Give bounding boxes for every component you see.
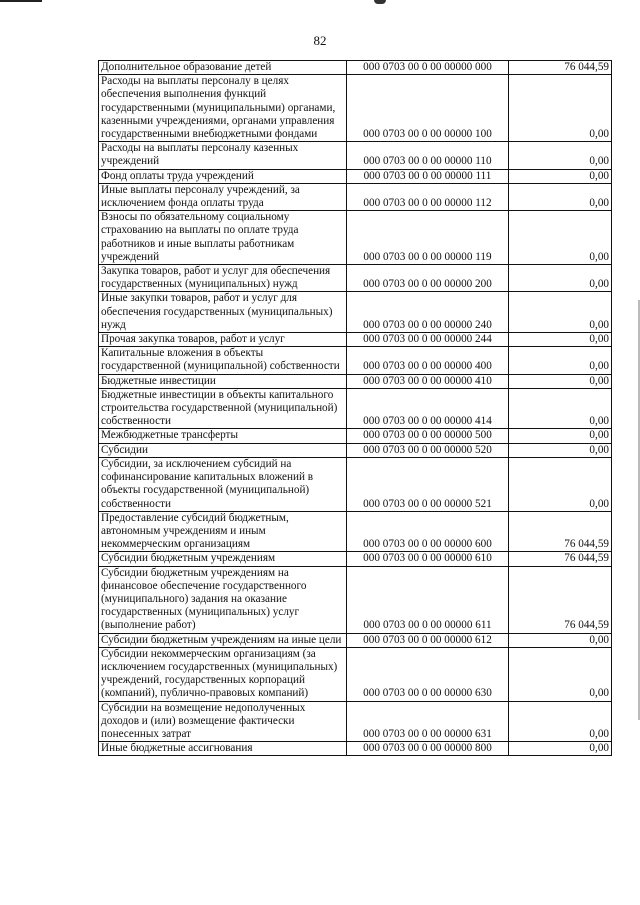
row-sum-cell: 0,00 xyxy=(509,633,612,647)
row-sum-cell: 0,00 xyxy=(509,742,612,756)
table-row xyxy=(99,347,612,374)
row-code-cell: 000 0703 00 0 00 00000 521 xyxy=(347,457,509,511)
row-name-cell: Бюджетные инвестиции xyxy=(99,374,347,388)
row-code-cell: 000 0703 00 0 00 00000 414 xyxy=(347,388,509,429)
row-code-cell: 000 0703 00 0 00 00000 410 xyxy=(347,374,509,388)
table-row xyxy=(99,292,612,333)
row-sum-cell: 0,00 xyxy=(509,183,612,210)
row-name-cell: Субсидии, за исключением субсидий на софинансирование капитальных вложений в объекты государственной (муниципальной) собственности xyxy=(99,457,347,511)
row-sum-cell: 0,00 xyxy=(509,75,612,142)
row-sum-cell: 76 044,59 xyxy=(509,511,612,552)
row-code-cell: 000 0703 00 0 00 00000 110 xyxy=(347,142,509,169)
budget-table xyxy=(98,60,612,756)
row-sum-cell: 0,00 xyxy=(509,333,612,347)
row-name-cell: Закупка товаров, работ и услуг для обеспечения государственных (муниципальных) нужд xyxy=(99,265,347,292)
row-name-cell: Иные выплаты персоналу учреждений, за исключением фонда оплаты труда xyxy=(99,183,347,210)
row-name-cell: Взносы по обязательному социальному страхованию на выплаты по оплате труда работников и иные выплаты работникам учреждений xyxy=(99,211,347,265)
row-code-cell: 000 0703 00 0 00 00000 800 xyxy=(347,742,509,756)
budget-table-body xyxy=(99,61,612,756)
row-sum-cell: 0,00 xyxy=(509,292,612,333)
table-row xyxy=(99,511,612,552)
row-code-cell: 000 0703 00 0 00 00000 612 xyxy=(347,633,509,647)
table-row xyxy=(99,183,612,210)
row-sum-cell: 76 044,59 xyxy=(509,61,612,75)
table-row xyxy=(99,552,612,566)
row-code-cell: 000 0703 00 0 00 00000 111 xyxy=(347,169,509,183)
table-row xyxy=(99,633,612,647)
row-name-cell: Бюджетные инвестиции в объекты капитального строительства государственной (муниципальной) собственности xyxy=(99,388,347,429)
row-code-cell: 000 0703 00 0 00 00000 200 xyxy=(347,265,509,292)
row-code-cell: 000 0703 00 0 00 00000 240 xyxy=(347,292,509,333)
table-row xyxy=(99,265,612,292)
row-name-cell: Субсидии xyxy=(99,443,347,457)
row-code-cell: 000 0703 00 0 00 00000 119 xyxy=(347,211,509,265)
table-row xyxy=(99,457,612,511)
row-name-cell: Капитальные вложения в объекты государственной (муниципальной) собственности xyxy=(99,347,347,374)
table-row xyxy=(99,142,612,169)
row-code-cell: 000 0703 00 0 00 00000 244 xyxy=(347,333,509,347)
table-row xyxy=(99,742,612,756)
row-name-cell: Иные закупки товаров, работ и услуг для обеспечения государственных (муниципальных) нужд xyxy=(99,292,347,333)
row-sum-cell: 0,00 xyxy=(509,169,612,183)
row-code-cell: 000 0703 00 0 00 00000 400 xyxy=(347,347,509,374)
table-row xyxy=(99,647,612,701)
row-sum-cell: 0,00 xyxy=(509,142,612,169)
row-name-cell: Предоставление субсидий бюджетным, автономным учреждениям и иным некоммерческим организациям xyxy=(99,511,347,552)
row-name-cell: Субсидии бюджетным учреждениям на иные цели xyxy=(99,633,347,647)
row-sum-cell: 0,00 xyxy=(509,647,612,701)
scan-edge-line xyxy=(0,0,42,2)
row-name-cell: Межбюджетные трансферты xyxy=(99,429,347,443)
scan-edge-mark xyxy=(374,0,386,4)
row-sum-cell: 0,00 xyxy=(509,374,612,388)
table-row xyxy=(99,443,612,457)
row-code-cell: 000 0703 00 0 00 00000 611 xyxy=(347,566,509,633)
row-sum-cell: 0,00 xyxy=(509,429,612,443)
table-row xyxy=(99,374,612,388)
table-row xyxy=(99,211,612,265)
row-name-cell: Расходы на выплаты персоналу в целях обеспечения выполнения функций государственными (муниципальными) органами, казенными учреждениями, органами управления государственными внебюджетными фондами xyxy=(99,75,347,142)
table-row xyxy=(99,566,612,633)
table-row xyxy=(99,61,612,75)
row-sum-cell: 0,00 xyxy=(509,443,612,457)
row-code-cell: 000 0703 00 0 00 00000 631 xyxy=(347,701,509,742)
row-sum-cell: 76 044,59 xyxy=(509,552,612,566)
row-sum-cell: 0,00 xyxy=(509,211,612,265)
row-sum-cell: 0,00 xyxy=(509,701,612,742)
row-sum-cell: 0,00 xyxy=(509,388,612,429)
table-row xyxy=(99,701,612,742)
table-row xyxy=(99,333,612,347)
row-name-cell: Иные бюджетные ассигнования xyxy=(99,742,347,756)
row-name-cell: Дополнительное образование детей xyxy=(99,61,347,75)
row-name-cell: Субсидии бюджетным учреждениям xyxy=(99,552,347,566)
row-code-cell: 000 0703 00 0 00 00000 610 xyxy=(347,552,509,566)
row-sum-cell: 76 044,59 xyxy=(509,566,612,633)
row-code-cell: 000 0703 00 0 00 00000 630 xyxy=(347,647,509,701)
table-row xyxy=(99,169,612,183)
table-row xyxy=(99,429,612,443)
row-name-cell: Субсидии на возмещение недополученных доходов и (или) возмещение фактически понесенных затрат xyxy=(99,701,347,742)
row-code-cell: 000 0703 00 0 00 00000 112 xyxy=(347,183,509,210)
row-sum-cell: 0,00 xyxy=(509,265,612,292)
row-name-cell: Субсидии бюджетным учреждениям на финансовое обеспечение государственного (муниципального) задания на оказание государственных (муниципальных) услуг (выполнение работ) xyxy=(99,566,347,633)
row-code-cell: 000 0703 00 0 00 00000 000 xyxy=(347,61,509,75)
row-code-cell: 000 0703 00 0 00 00000 100 xyxy=(347,75,509,142)
row-name-cell: Субсидии некоммерческим организациям (за исключением государственных (муниципальных) учреждений, государственных корпораций (компаний), публично-правовых компаний) xyxy=(99,647,347,701)
page-number: 82 xyxy=(313,33,327,48)
row-code-cell: 000 0703 00 0 00 00000 500 xyxy=(347,429,509,443)
row-code-cell: 000 0703 00 0 00 00000 520 xyxy=(347,443,509,457)
table-row xyxy=(99,388,612,429)
row-name-cell: Расходы на выплаты персоналу казенных учреждений xyxy=(99,142,347,169)
table-row xyxy=(99,75,612,142)
row-sum-cell: 0,00 xyxy=(509,347,612,374)
row-code-cell: 000 0703 00 0 00 00000 600 xyxy=(347,511,509,552)
row-name-cell: Фонд оплаты труда учреждений xyxy=(99,169,347,183)
row-sum-cell: 0,00 xyxy=(509,457,612,511)
row-name-cell: Прочая закупка товаров, работ и услуг xyxy=(99,333,347,347)
